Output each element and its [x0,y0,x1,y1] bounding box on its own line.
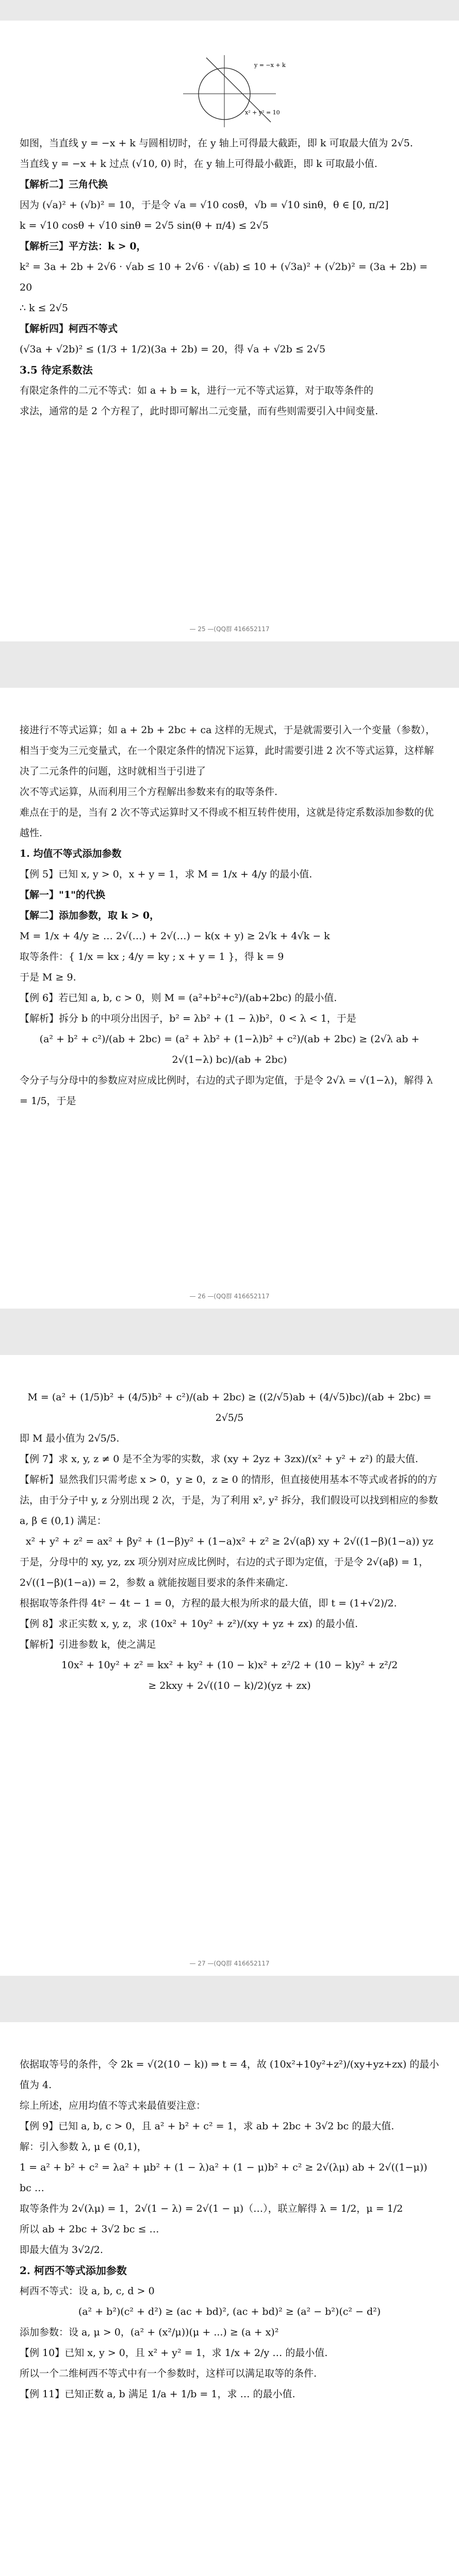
formula-line: (a² + b²)(c² + d²) ≥ (ac + bd)², (ac + bd)² ≥ (a² − b²)(c² − d²) [78,2306,381,2317]
formula-line: (a² + b² + c²)/(ab + 2bc) = (a² + λb² + (1−λ)b² + c²)/(ab + 2bc) ≥ (2√λ ab + 2√(1−λ) bc)/(ab + 2bc) [39,1033,420,1065]
line-label: y = −x + k [254,62,286,69]
page-footer: — 25 —(QQ群 416652117 [189,625,270,633]
circle-label: x² + y² = 10 [245,109,280,116]
section-heading: 【解析二】三角代换 [20,179,108,190]
text-line: 【例 7】求 x, y, z ≠ 0 是不全为零的实数，求 (xy + 2yz + 3zx)/(x² + y² + z²) 的最大值. [20,1453,418,1465]
formula-line: M = (a² + (1/5)b² + (4/5)b² + c²)/(ab + 2bc) ≥ ((2/√5)ab + (4/√5)bc)/(ab + 2bc) = 2√5/5 [27,1392,432,1423]
formula-line: x² + y² + z² = ax² + βy² + (1−β)y² + (1−a)x² + z² ≥ 2√(aβ) xy + 2√((1−β)(1−a)) yz [25,1536,434,1547]
section-heading: 3.5 待定系数法 [20,364,93,376]
section-heading: 【解二】添加参数，取 k > 0， [20,910,160,921]
document-page [0,21,459,641]
text-line: 即最大值为 3√2/2. [20,2244,103,2256]
text-line: 有限定条件的二元不等式：如 a + b = k，进行一元不等式运算，对于取等条件的 [20,385,374,396]
text-line: 当直线 y = −x + k 过点 (√10, 0) 时，在 y 轴上可得最小截距，即 k 可取最小值. [20,158,378,170]
document-page [0,688,459,1309]
text-line: 次不等式运算，从而利用三个方程解出参数来有的取等条件. [20,786,278,798]
document-page [0,1355,459,1976]
text-line: 如图，当直线 y = −x + k 与圆相切时，在 y 轴上可得最大截距，即 k 可取最大值为 2√5. [20,138,413,149]
circle-line-figure [168,53,291,130]
text-line: k = √10 cosθ + √10 sinθ = 2√5 sin(θ + π/4) ≤ 2√5 [20,220,269,231]
text-line: 接进行不等式运算；如 a + 2b + 2bc + ca 这样的无规式，于是就需要引入一个变量（参数），相当于变为三元变量式，在一个限定条件的情况下运算，此时需要引进 2 次不等式运算，这样解决了二元条件的问题，这时就相当于引进了 [20,724,436,777]
text-line: 令分子与分母中的参数应对应成比例时，右边的式子即为定值，于是令 2√λ = √(1−λ)，解得 λ = 1/5，于是 [20,1075,433,1107]
page-body [20,1387,439,1696]
text-line: 于是 M ≥ 9. [20,972,76,983]
text-line: 【解析】拆分 b 的中项分出因子，b² = λb² + (1 − λ)b²，0 < λ < 1，于是 [20,1013,356,1024]
text-line: ∴ k ≤ 2√5 [20,302,68,314]
section-heading: 2. 柯西不等式添加参数 [20,2264,127,2277]
text-line: 综上所述，应用均值不等式来最值要注意： [20,2100,206,2111]
text-line: 【例 6】若已知 a, b, c > 0，则 M = (a²+b²+c²)/(ab+2bc) 的最小值. [20,992,337,1004]
text-line: 求法，通常的是 2 个方程了，此时即可解出二元变量，而有些则需要引入中间变量. [20,405,379,417]
formula-line: 10x² + 10y² + z² = kx² + ky² + (10 − k)x² + z²/2 + (10 − k)y² + z²/2 [61,1659,398,1671]
formula-line: ≥ 2kxy + 2√((10 − k)/2)(yz + zx) [148,1680,311,1691]
page-body [20,53,439,421]
text-line: 【解析】引进参数 k，使之满足 [20,1639,156,1650]
document-page [0,2022,459,2576]
text-line: 依据取等号的条件，令 2k = √(2(10 − k)) ⇒ t = 4，故 (10x²+10y²+z²)/(xy+yz+zx) 的最小值为 4. [20,2059,439,2091]
section-heading: 【解析四】柯西不等式 [20,323,118,334]
text-line: 【解析】显然我们只需考虑 x > 0，y ≥ 0，z ≥ 0 的情形，但直接使用基本不等式或者拆的的方法，由于分子中 y, z 分别出现 2 次，于是，为了利用 x², y² 拆分，我们假设可以找到相应的参数 a, β ∈ (0,1) 满足： [20,1474,438,1527]
text-line: M = 1/x + 4/y ≥ … 2√(…) + 2√(…) − k(x + y) ≥ 2√k + 4√k − k [20,930,330,942]
text-line: k² = 3a + 2b + 2√6 · √ab ≤ 10 + 2√6 · √(ab) ≤ 10 + (√3a)² + (√2b)² = (3a + 2b) = 20 [20,261,428,293]
text-line: 解：引入参数 λ, μ ∈ (0,1)， [20,2141,147,2153]
text-line: 因为 (√a)² + (√b)² = 10，于是令 √a = √10 cosθ，√b = √10 sinθ，θ ∈ [0, π/2] [20,199,389,211]
page-body [20,720,439,1111]
text-line: 【例 5】已知 x, y > 0，x + y = 1，求 M = 1/x + 4/y 的最小值. [20,869,313,880]
text-line: 1 = a² + b² + c² = λa² + μb² + (1 − λ)a² + (1 − μ)b² + c² ≥ 2√(λμ) ab + 2√((1−μ)) bc … [20,2162,428,2194]
section-heading: 1. 均值不等式添加参数 [20,848,122,859]
text-line: 柯西不等式：设 a, b, c, d > 0 [20,2285,155,2297]
page-footer: — 27 —(QQ群 416652117 [189,1960,270,1967]
text-line: 根据取等条件得 4t² − 4t − 1 = 0，方程的最大根为所求的最大值，即 t = (1+√2)/2. [20,1598,397,1609]
text-line: 于是，分母中的 xy, yz, zx 项分别对应成比例时，右边的式子即为定值，于是令 2√(aβ) = 1，2√((1−β)(1−a)) = 2，参数 a 就能按题目要求的条件来确定. [20,1556,429,1588]
text-line: 所以 ab + 2bc + 3√2 bc ≤ … [20,2224,159,2235]
text-line: 即 M 最小值为 2√5/5. [20,1433,120,1444]
page-body [20,2054,439,2404]
text-line: (√3a + √2b)² ≤ (1/3 + 1/2)(3a + 2b) = 20，得 √a + √2b ≤ 2√5 [20,344,326,355]
text-line: 【例 11】已知正数 a, b 满足 1/a + 1/b = 1，求 … 的最小值. [20,2388,296,2400]
page-footer: — 26 —(QQ群 416652117 [189,1293,270,1300]
text-line: 所以一个二维柯西不等式中有一个参数时，这样可以满足取等的条件. [20,2368,317,2379]
text-line: 取等条件：{ 1/x = kx ; 4/y = ky ; x + y = 1 }，得 k = 9 [20,951,284,962]
text-line: 【例 8】求正实数 x, y, z，求 (10x² + 10y² + z²)/(xy + yz + zx) 的最小值. [20,1618,358,1630]
text-line: 【例 9】已知 a, b, c > 0，且 a² + b² + c² = 1，求 ab + 2bc + 3√2 bc 的最大值. [20,2121,395,2132]
section-heading: 【解析三】平方法：k > 0， [20,241,146,252]
section-heading: 【解一】"1"的代换 [20,889,106,901]
text-line: 【例 10】已知 x, y > 0，且 x² + y² = 1，求 1/x + 2/y … 的最小值. [20,2347,328,2359]
text-line: 取等条件为 2√(λμ) = 1，2√(1 − λ) = 2√(1 − μ)（…），联立解得 λ = 1/2，μ = 1/2 [20,2203,403,2214]
text-line: 难点在于的是，当有 2 次不等式运算时又不得或不相互转件使用，这就是待定系数添加参数的优越性. [20,807,434,839]
text-line: 添加参数：设 a, μ > 0，(a² + (x²/μ))(μ + ...) ≥ (a + x)² [20,2327,279,2338]
